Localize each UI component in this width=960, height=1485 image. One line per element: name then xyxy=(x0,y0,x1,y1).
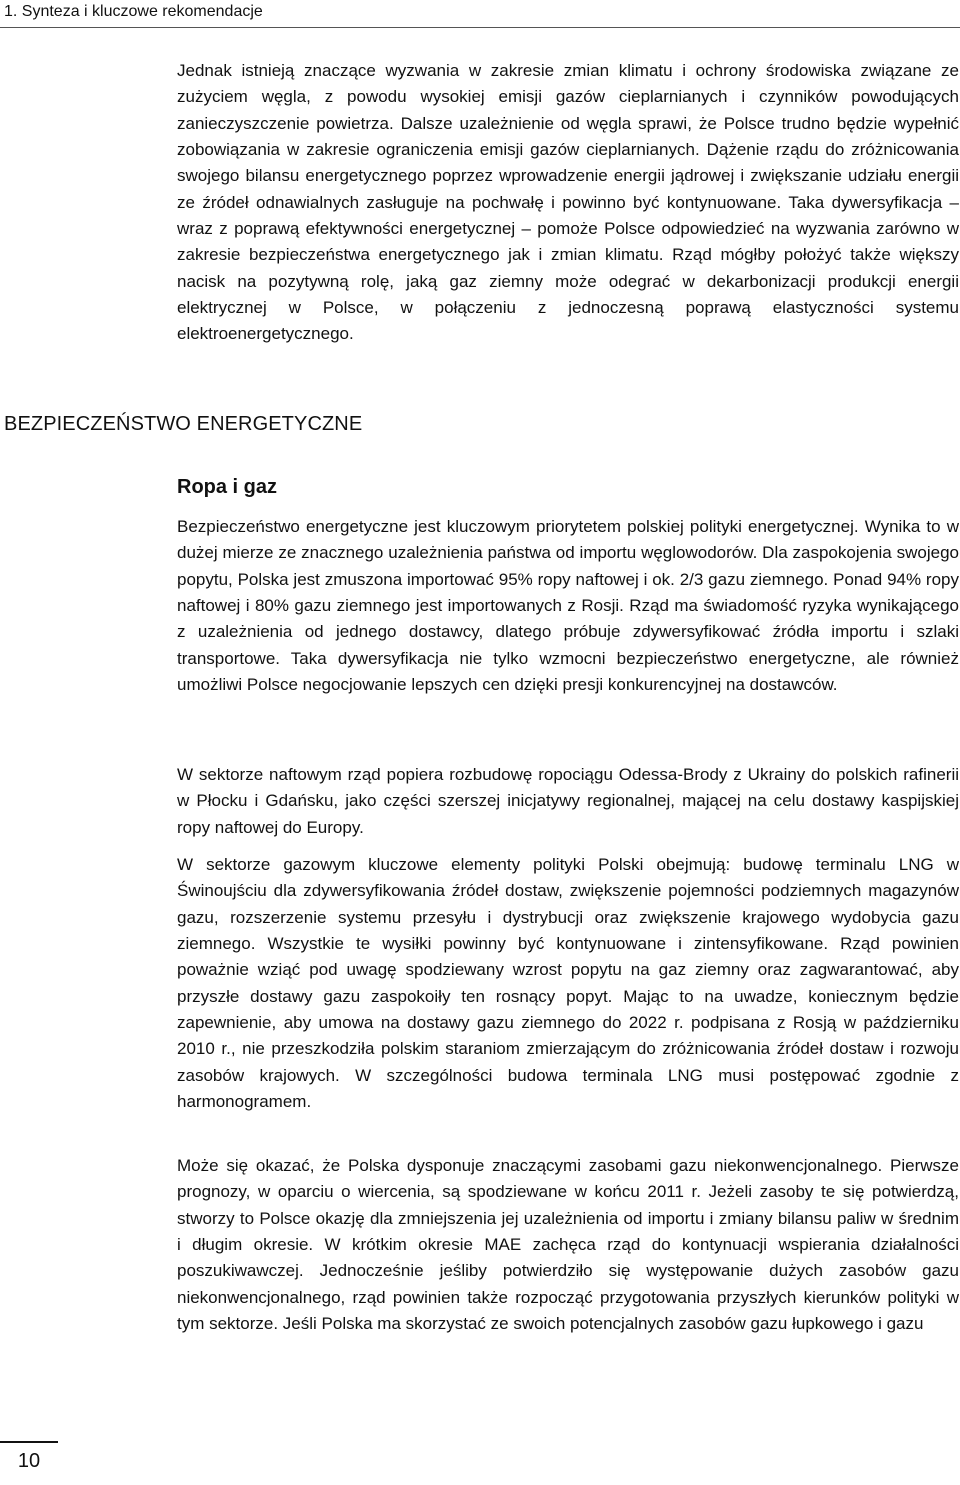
body-paragraph: W sektorze gazowym kluczowe elementy polityki Polski obejmują: budowę terminalu LNG w Świnoujściu dla zdywersyfikowania źródeł dostaw, zwiększenie pojemności podziemnych magazynów gazu, rozszerzenie systemu przesyłu i dystrybucji oraz zwiększenie krajowego wydobycia gazu ziemnego. Wszystkie te wysiłki powinny być kontynuowane i zintensyfikowane. Rząd powinien poważnie wziąć pod uwagę spodziewany wzrost popytu na gaz ziemny oraz zagwarantować, aby przyszłe dostawy gazu zaspokoiły ten rosnący popyt. Mając to na uwadze, koniecznym będzie zapewnienie, aby umowa na dostawy gazu ziemnego do 2022 r. podpisana z Rosją w październiku 2010 r., nie przeszkodziła polskim staraniom zmierzającym do zróżnicowania źródeł dostaw i rozwoju zasobów krajowych. W szczególności budowa terminala LNG musi postępować zgodnie z harmonogramem. xyxy=(177,855,959,1112)
intro-paragraph-block xyxy=(177,58,959,348)
intro-paragraph: Jednak istnieją znaczące wyzwania w zakresie zmian klimatu i ochrony środowiska związane ze zużyciem węgla, z powodu wysokiej emisji gazów cieplarnianych i czynników powodujących zanieczyszczenie powietrza. Dalsze uzależnienie od węgla sprawi, że Polsce trudno będzie wypełnić zobowiązania w zakresie ograniczenia emisji gazów cieplarnianych. Dążenie rządu do zróżnicowania swojego bilansu energetycznego poprzez wprowadzenie energii jądrowej i zwiększanie udziału energii ze źródeł odnawialnych zasługuje na pochwałę i powinno być kontynuowane. Taka dywersyfikacja – wraz z poprawą efektywności energetycznej – pomoże Polsce odpowiedzieć na wyzwania zarówno w zakresie bezpieczeństwa energetycznego jak i zmian klimatu. Rząd mógłby położyć także większy nacisk na pozytywną rolę, jaką gaz ziemny może odegrać w dekarbonizacji produkcji energii elektrycznej w Polsce, w połączeniu z jednoczesną poprawą elastyczności systemu elektroenergetycznego. xyxy=(177,61,959,344)
subsection-heading: Ropa i gaz xyxy=(177,476,278,498)
body-paragraph: W sektorze naftowym rząd popiera rozbudowę ropociągu Odessa-Brody z Ukrainy do polskich rafinerii w Płocku i Gdańsku, jako części szerszej inicjatywy regionalnej, mającej na celu dostawy kaspijskiej ropy naftowej do Europy. xyxy=(177,765,959,837)
body-paragraph: Bezpieczeństwo energetyczne jest kluczowym priorytetem polskiej polityki energetycznej. Wynika to w dużej mierze ze znacznego uzależnienia państwa od importu węglowodorów. Dla zaspokojenia swojego popytu, Polska jest zmuszona importować 95% ropy naftowej i ok. 2/3 gazu ziemnego. Ponad 94% ropy naftowej i 80% gazu ziemnego jest importowanych z Rosji. Rząd ma świadomość ryzyka wynikającego z uzależnienia od jednego dostawcy, dlatego próbuje zdywersyfikować źródła importu i szlaki transportowe. Taka dywersyfikacja nie tylko wzmocni bezpieczeństwo energetyczne, ale również umożliwi Polsce negocjowanie lepszych cen dzięki presji konkurencyjnej na dostawców. xyxy=(177,517,959,695)
body-paragraph-block xyxy=(177,762,959,841)
body-paragraph-block xyxy=(177,852,959,1115)
running-header xyxy=(0,0,960,28)
body-paragraph-block xyxy=(177,1153,959,1337)
body-paragraph-block xyxy=(177,514,959,698)
footer-rule xyxy=(0,1441,58,1443)
running-header-title: 1. Synteza i kluczowe rekomendacje xyxy=(4,3,263,20)
body-paragraph: Może się okazać, że Polska dysponuje znaczącymi zasobami gazu niekonwencjonalnego. Pierwsze prognozy, w oparciu o wiercenia, są spodziewane w końcu 2011 r. Jeżeli zasoby te się potwierdzą, stworzy to Polsce okazję dla zmniejszenia jej uzależnienia od importu i zmiany bilansu paliw w średnim i długim okresie. W krótkim okresie MAE zachęca rząd do kontynuacji wspierania działalności poszukiwawczej. Jednocześnie jeśliby potwierdziło się występowanie dużych zasobów gazu niekonwencjonalnego, rząd powinien także rozpocząć przygotowania przyszłych kierunków polityki w tym sektorze. Jeśli Polska ma skorzystać ze swoich potencjalnych zasobów gazu łupkowego i gazu xyxy=(177,1156,959,1334)
page-number: 10 xyxy=(17,1450,41,1472)
section-heading: BEZPIECZEŃSTWO ENERGETYCZNE xyxy=(4,413,363,435)
